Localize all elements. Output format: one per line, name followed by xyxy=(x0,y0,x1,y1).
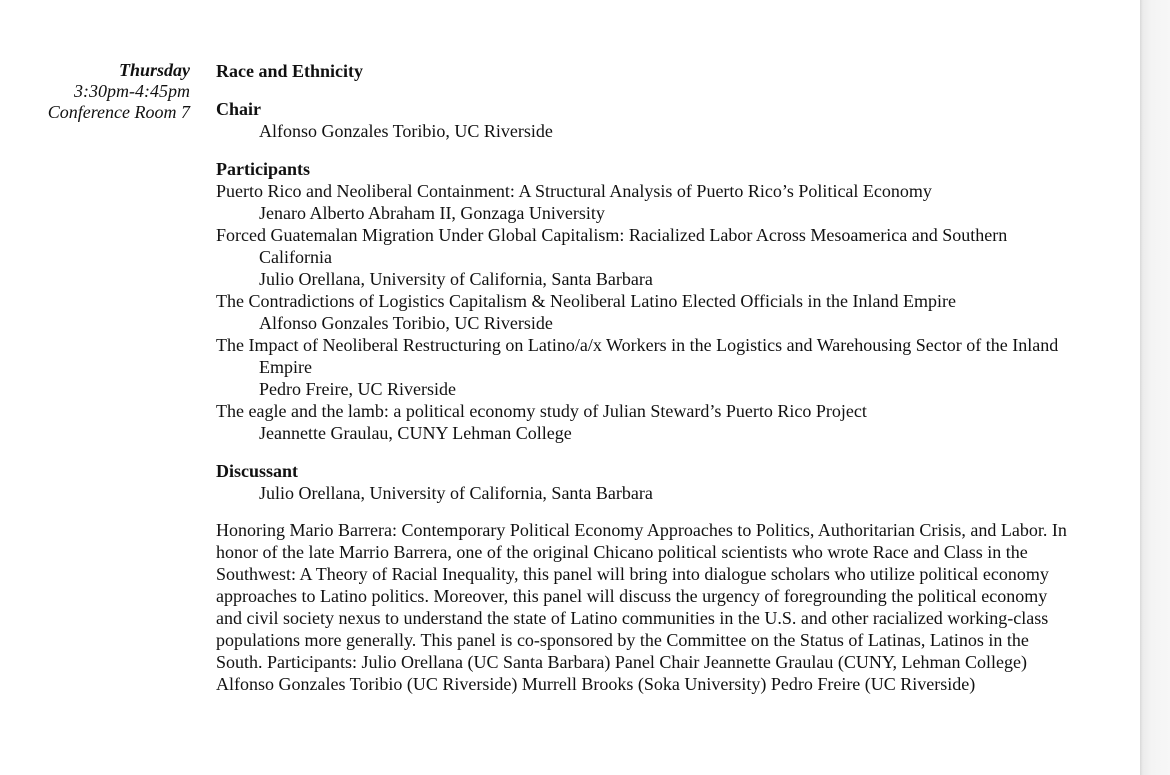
paper-author: Pedro Freire, UC Riverside xyxy=(259,379,456,399)
participant-entry xyxy=(216,180,1076,224)
chair-name: Alfonso Gonzales Toribio, UC Riverside xyxy=(259,121,553,141)
discussant-heading: Discussant xyxy=(216,461,299,481)
session-day: Thursday xyxy=(118,60,190,80)
participant-entry xyxy=(216,400,1076,444)
participants-heading: Participants xyxy=(216,159,310,179)
paper-author: Jenaro Alberto Abraham II, Gonzaga University xyxy=(259,203,605,223)
paper-author: Jeannette Graulau, CUNY Lehman College xyxy=(259,423,572,443)
session-room: Conference Room 7 xyxy=(47,102,190,122)
session-body xyxy=(216,60,1076,695)
session-time: 3:30pm-4:45pm xyxy=(74,81,190,101)
paper-title: The Impact of Neoliberal Restructuring on Latino/a/x Workers in the Logistics and Warehousing Sector of the Inland Empire xyxy=(216,335,1059,377)
page-edge-shadow xyxy=(1140,0,1170,775)
participant-entry xyxy=(216,290,1076,334)
paper-title: The eagle and the lamb: a political economy study of Julian Steward’s Puerto Rico Project xyxy=(216,401,867,421)
paper-title: The Contradictions of Logistics Capitalism & Neoliberal Latino Elected Officials in the Inland Empire xyxy=(216,291,956,311)
paper-author: Julio Orellana, University of California, Santa Barbara xyxy=(259,269,653,289)
participant-entry xyxy=(216,334,1076,400)
chair-heading: Chair xyxy=(216,99,261,119)
participant-entry xyxy=(216,224,1076,290)
paper-author: Alfonso Gonzales Toribio, UC Riverside xyxy=(259,313,553,333)
session-title: Race and Ethnicity xyxy=(216,61,364,81)
paper-title: Puerto Rico and Neoliberal Containment: A Structural Analysis of Puerto Rico’s Political Economy xyxy=(216,181,932,201)
session-description: Honoring Mario Barrera: Contemporary Political Economy Approaches to Politics, Authoritarian Crisis, and Labor. In honor of the late Marrio Barrera, one of the original Chicano political scientists who wrote Race and Class in the Southwest: A Theory of Racial Inequality, this panel will bring into dialogue scholars who utilize political economy approaches to Latino politics. Moreover, this panel will discuss the urgency of foregrounding the political economy and civil society nexus to understand the state of Latino communities in the U.S. and other racialized working-class populations more generally. This panel is co-sponsored by the Committee on the Status of Latinas, Latinos in the South. Participants: Julio Orellana (UC Santa Barbara) Panel Chair Jeannette Graulau (CUNY, Lehman College) Alfonso Gonzales Toribio (UC Riverside) Murrell Brooks (Soka University) Pedro Freire (UC Riverside) xyxy=(216,520,1067,694)
session-info xyxy=(0,60,190,123)
discussant-name: Julio Orellana, University of California, Santa Barbara xyxy=(259,483,653,503)
paper-title: Forced Guatemalan Migration Under Global Capitalism: Racialized Labor Across Mesoamerica and Southern California xyxy=(216,225,1008,267)
